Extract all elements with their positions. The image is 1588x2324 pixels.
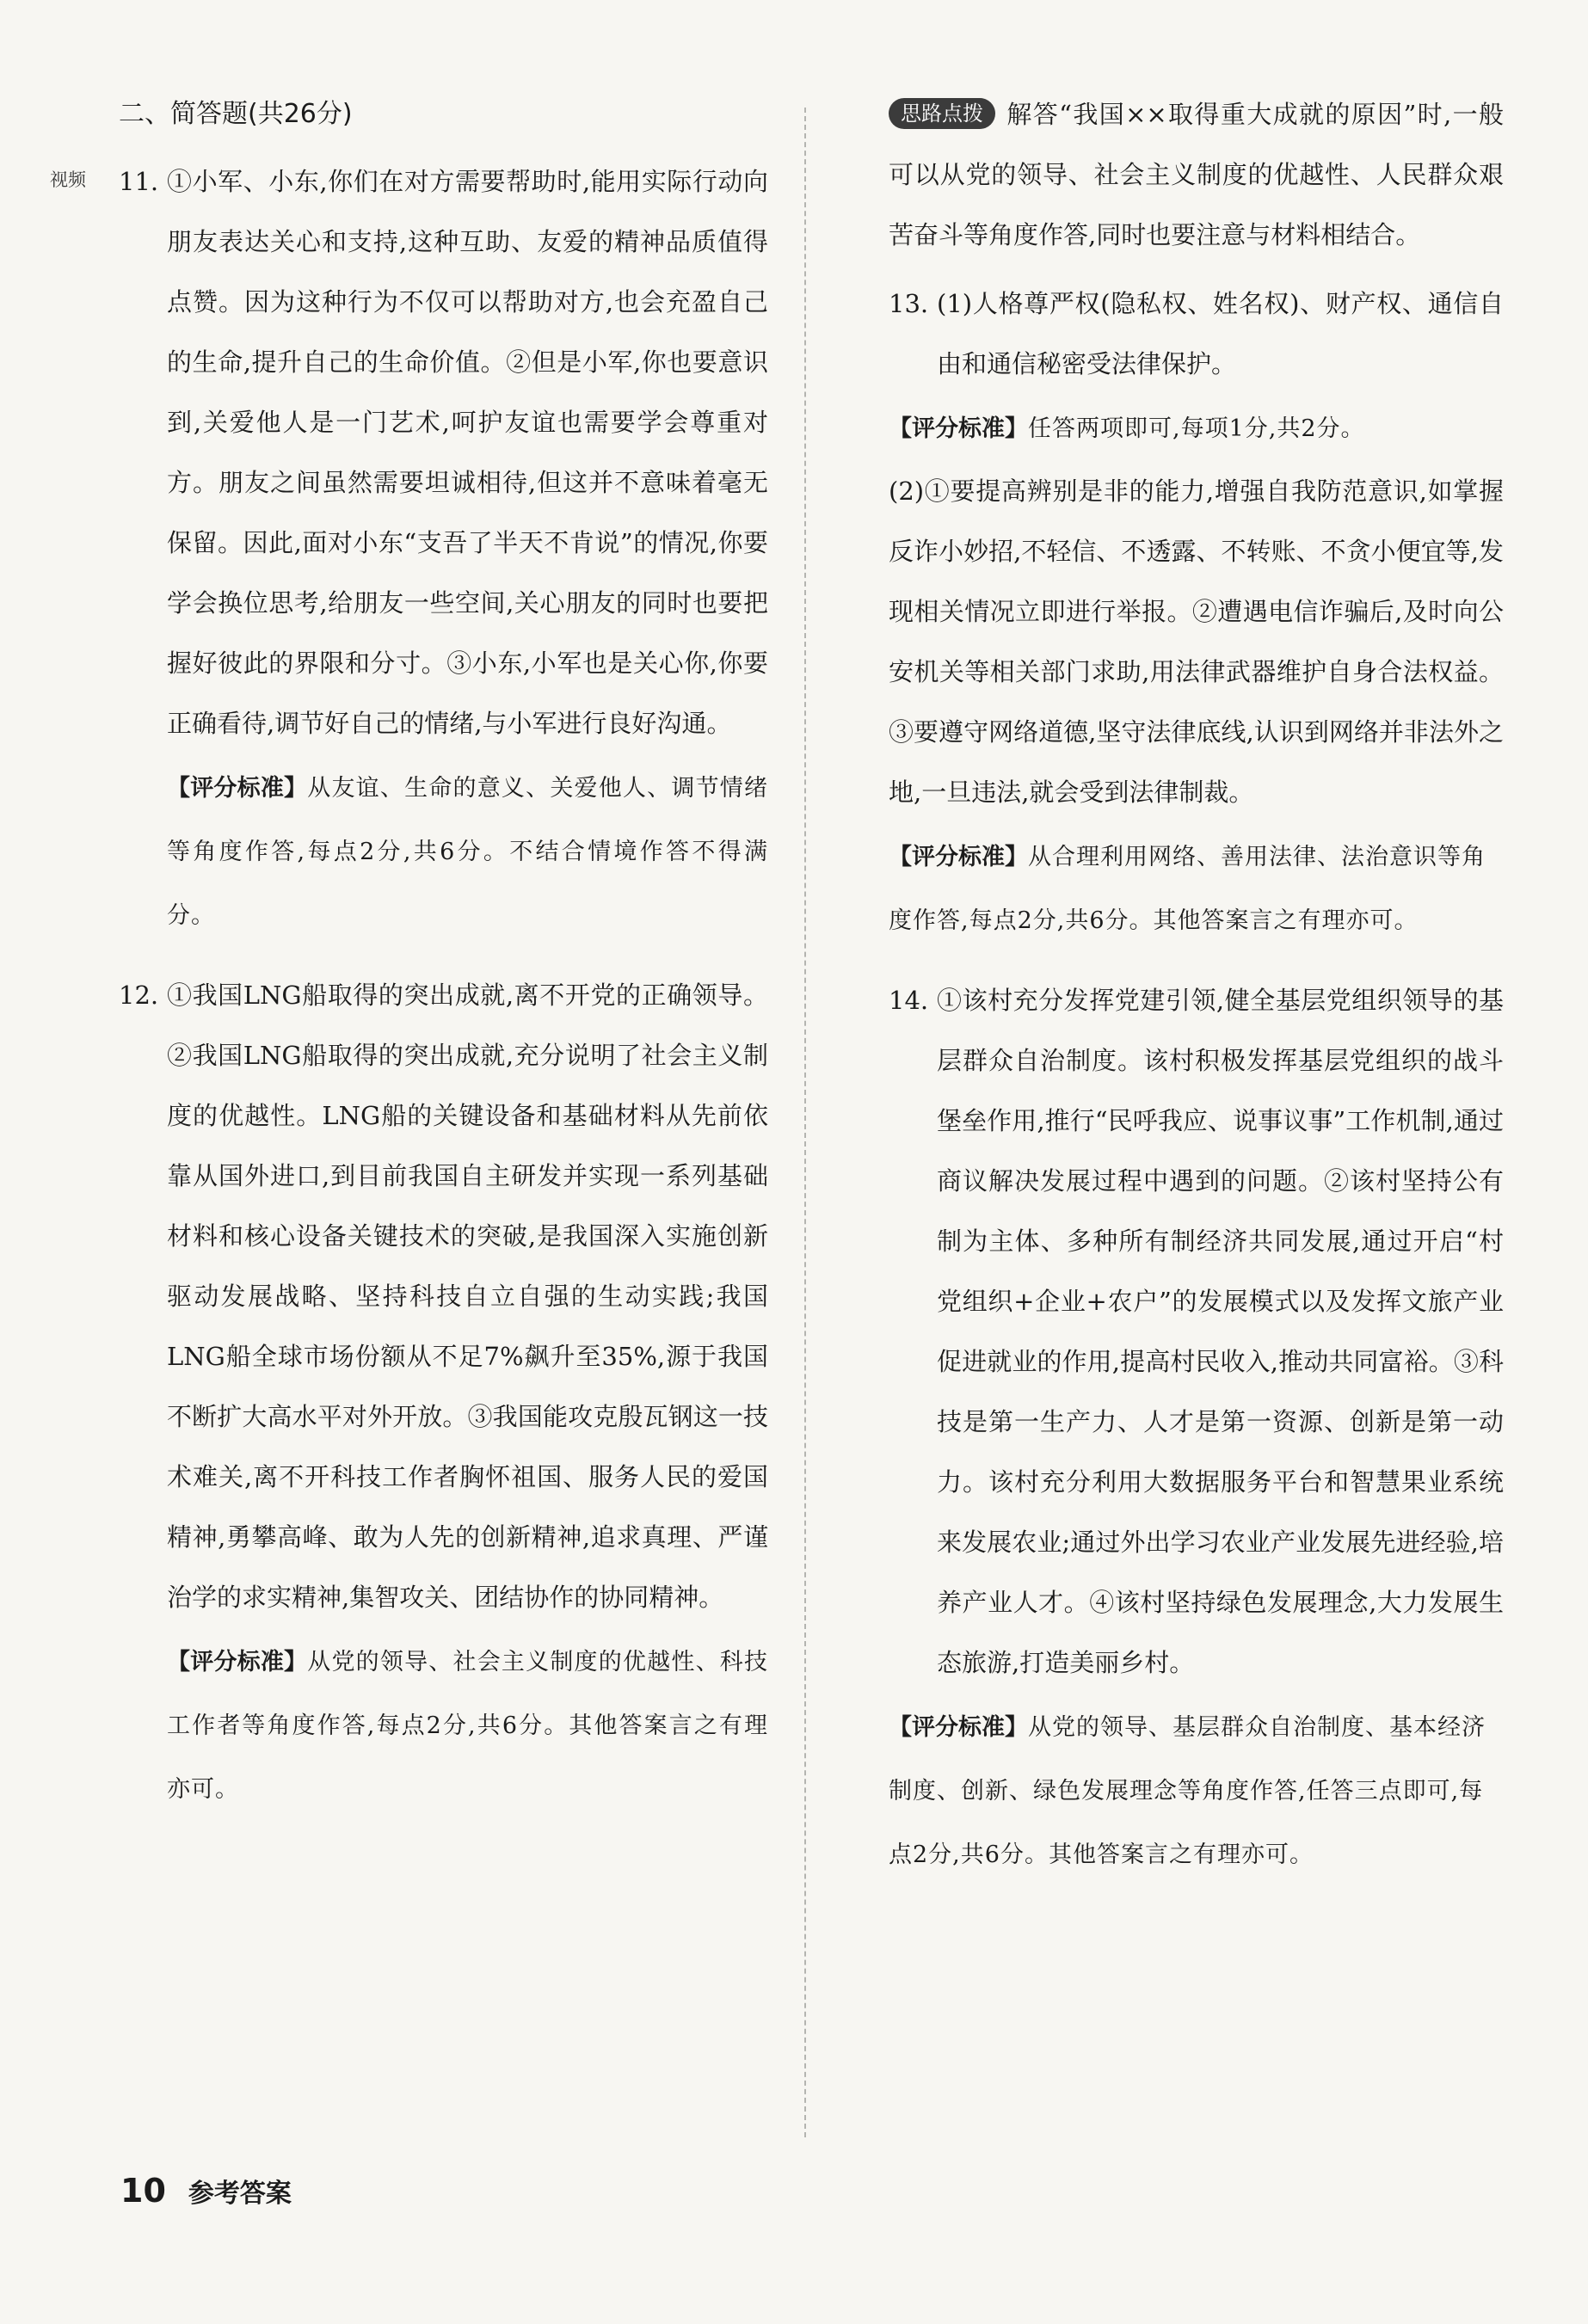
page-footer bbox=[120, 2172, 292, 2210]
question-12 bbox=[119, 965, 768, 1822]
scoring-criteria-2 bbox=[889, 826, 1504, 953]
scoring-criteria bbox=[167, 1631, 768, 1822]
hint-text: 解答“我国××取得重大成就的原因”时,一般可以从党的领导、社会主义制度的优越性、人民群众艰苦奋斗等角度作答,同时也要注意与材料相结合。 bbox=[889, 100, 1504, 249]
criteria-label: 【评分标准】 bbox=[889, 1714, 1028, 1741]
section-title: 二、简答题(共26分) bbox=[119, 99, 353, 129]
scoring-criteria bbox=[167, 757, 768, 948]
answer-text: ①小军、小东,你们在对方需要帮助时,能用实际行动向朋友表达关心和支持,这种互助、友爱的精神品质值得点赞。因为这种行为不仅可以帮助对方,也会充盈自己的生命,提升自己的生命价值。②但是小军,你也要意识到,关爱他人是一门艺术,呵护友谊也需要学会尊重对方。朋友之间虽然需要坦诚相待,但这并不意味着毫无保留。因此,面对小东“支吾了半天不肯说”的情况,你要学会换位思考,给朋友一些空间,关心朋友的同时也要把握好彼此的界限和分寸。③小东,小军也是关心你,你要正确看待,调节好自己的情绪,与小军进行良好沟通。 bbox=[167, 167, 768, 738]
answer-text: ①我国LNG船取得的突出成就,离不开党的正确领导。②我国LNG船取得的突出成就,充分说明了社会主义制度的优越性。LNG船的关键设备和基础材料从先前依靠从国外进口,到目前我国自主研发并实现一系列基础材料和核心设备关键技术的突破,是我国深入实施创新驱动发展战略、坚持科技自立自强的生动实践;我国LNG船全球市场份额从不足7%飙升至35%,源于我国不断扩大高水平对外开放。③我国能攻克殷瓦钢这一技术难关,离不开科技工作者胸怀祖国、服务人民的爱国精神,勇攀高峰、敢为人先的创新精神,追求真理、严谨治学的求实精神,集智攻关、团结协作的协同精神。 bbox=[167, 981, 768, 1612]
left-column bbox=[50, 96, 768, 1839]
question-number: 14. bbox=[889, 986, 929, 1015]
answer-part-1: (1)人格尊严权(隐私权、姓名权)、财产权、通信自由和通信秘密受法律保护。 bbox=[937, 289, 1504, 378]
criteria-text: 任答两项即可,每项1分,共2分。 bbox=[1028, 415, 1365, 442]
criteria-text: 从合理利用网络、善用法律、法治意识等角度作答,每点2分,共6分。其他答案言之有理亦可。 bbox=[889, 844, 1486, 934]
criteria-label: 【评分标准】 bbox=[889, 844, 1028, 870]
hint-badge: 思路点拨 bbox=[889, 98, 995, 129]
criteria-label: 【评分标准】 bbox=[167, 1649, 308, 1675]
scoring-criteria bbox=[889, 1696, 1504, 1887]
question-number: 13. bbox=[889, 289, 929, 318]
scoring-criteria-1 bbox=[889, 397, 1504, 461]
footer-title: 参考答案 bbox=[188, 2179, 292, 2209]
question-number: 12. bbox=[119, 981, 159, 1010]
criteria-label: 【评分标准】 bbox=[167, 775, 308, 802]
question-14 bbox=[889, 970, 1504, 1887]
right-column bbox=[889, 96, 1504, 1904]
column-divider bbox=[804, 108, 806, 2137]
question-13 bbox=[889, 274, 1504, 953]
question-number: 11. bbox=[119, 167, 159, 196]
page-number: 10 bbox=[120, 2172, 166, 2210]
answer-part-2: (2)①要提高辨别是非的能力,增强自我防范意识,如掌握反诈小妙招,不轻信、不透露、不转账、不贪小便宜等,发现相关情况立即进行举报。②遭遇电信诈骗后,及时向公安机关等相关部门求助,用法律武器维护自身合法权益。③要遵守网络道德,坚守法律底线,认识到网络并非法外之地,一旦违法,就会受到法律制裁。 bbox=[889, 476, 1504, 807]
criteria-text: 从党的领导、社会主义制度的优越性、科技工作者等角度作答,每点2分,共6分。其他答案言之有理亦可。 bbox=[167, 1649, 768, 1803]
hint-block bbox=[889, 84, 1504, 265]
criteria-text: 从友谊、生命的意义、关爱他人、调节情绪等角度作答,每点2分,共6分。不结合情境作答不得满分。 bbox=[167, 775, 768, 929]
answer-text: ①该村充分发挥党建引领,健全基层党组织领导的基层群众自治制度。该村积极发挥基层党组织的战斗堡垒作用,推行“民呼我应、说事议事”工作机制,通过商议解决发展过程中遇到的问题。②该村坚持公有制为主体、多种所有制经济共同发展,通过开启“村党组织+企业+农户”的发展模式以及发挥文旅产业促进就业的作用,提高村民收入,推动共同富裕。③科技是第一生产力、人才是第一资源、创新是第一动力。该村充分利用大数据服务平台和智慧果业系统来发展农业;通过外出学习农业产业发展先进经验,培养产业人才。④该村坚持绿色发展理念,大力发展生态旅游,打造美丽乡村。 bbox=[937, 986, 1504, 1677]
criteria-label: 【评分标准】 bbox=[889, 415, 1028, 442]
criteria-text: 从党的领导、基层群众自治制度、基本经济制度、创新、绿色发展理念等角度作答,任答三点即可,每点2分,共6分。其他答案言之有理亦可。 bbox=[889, 1714, 1486, 1868]
question-11 bbox=[50, 151, 768, 948]
video-tag[interactable]: 视频 bbox=[50, 169, 86, 190]
